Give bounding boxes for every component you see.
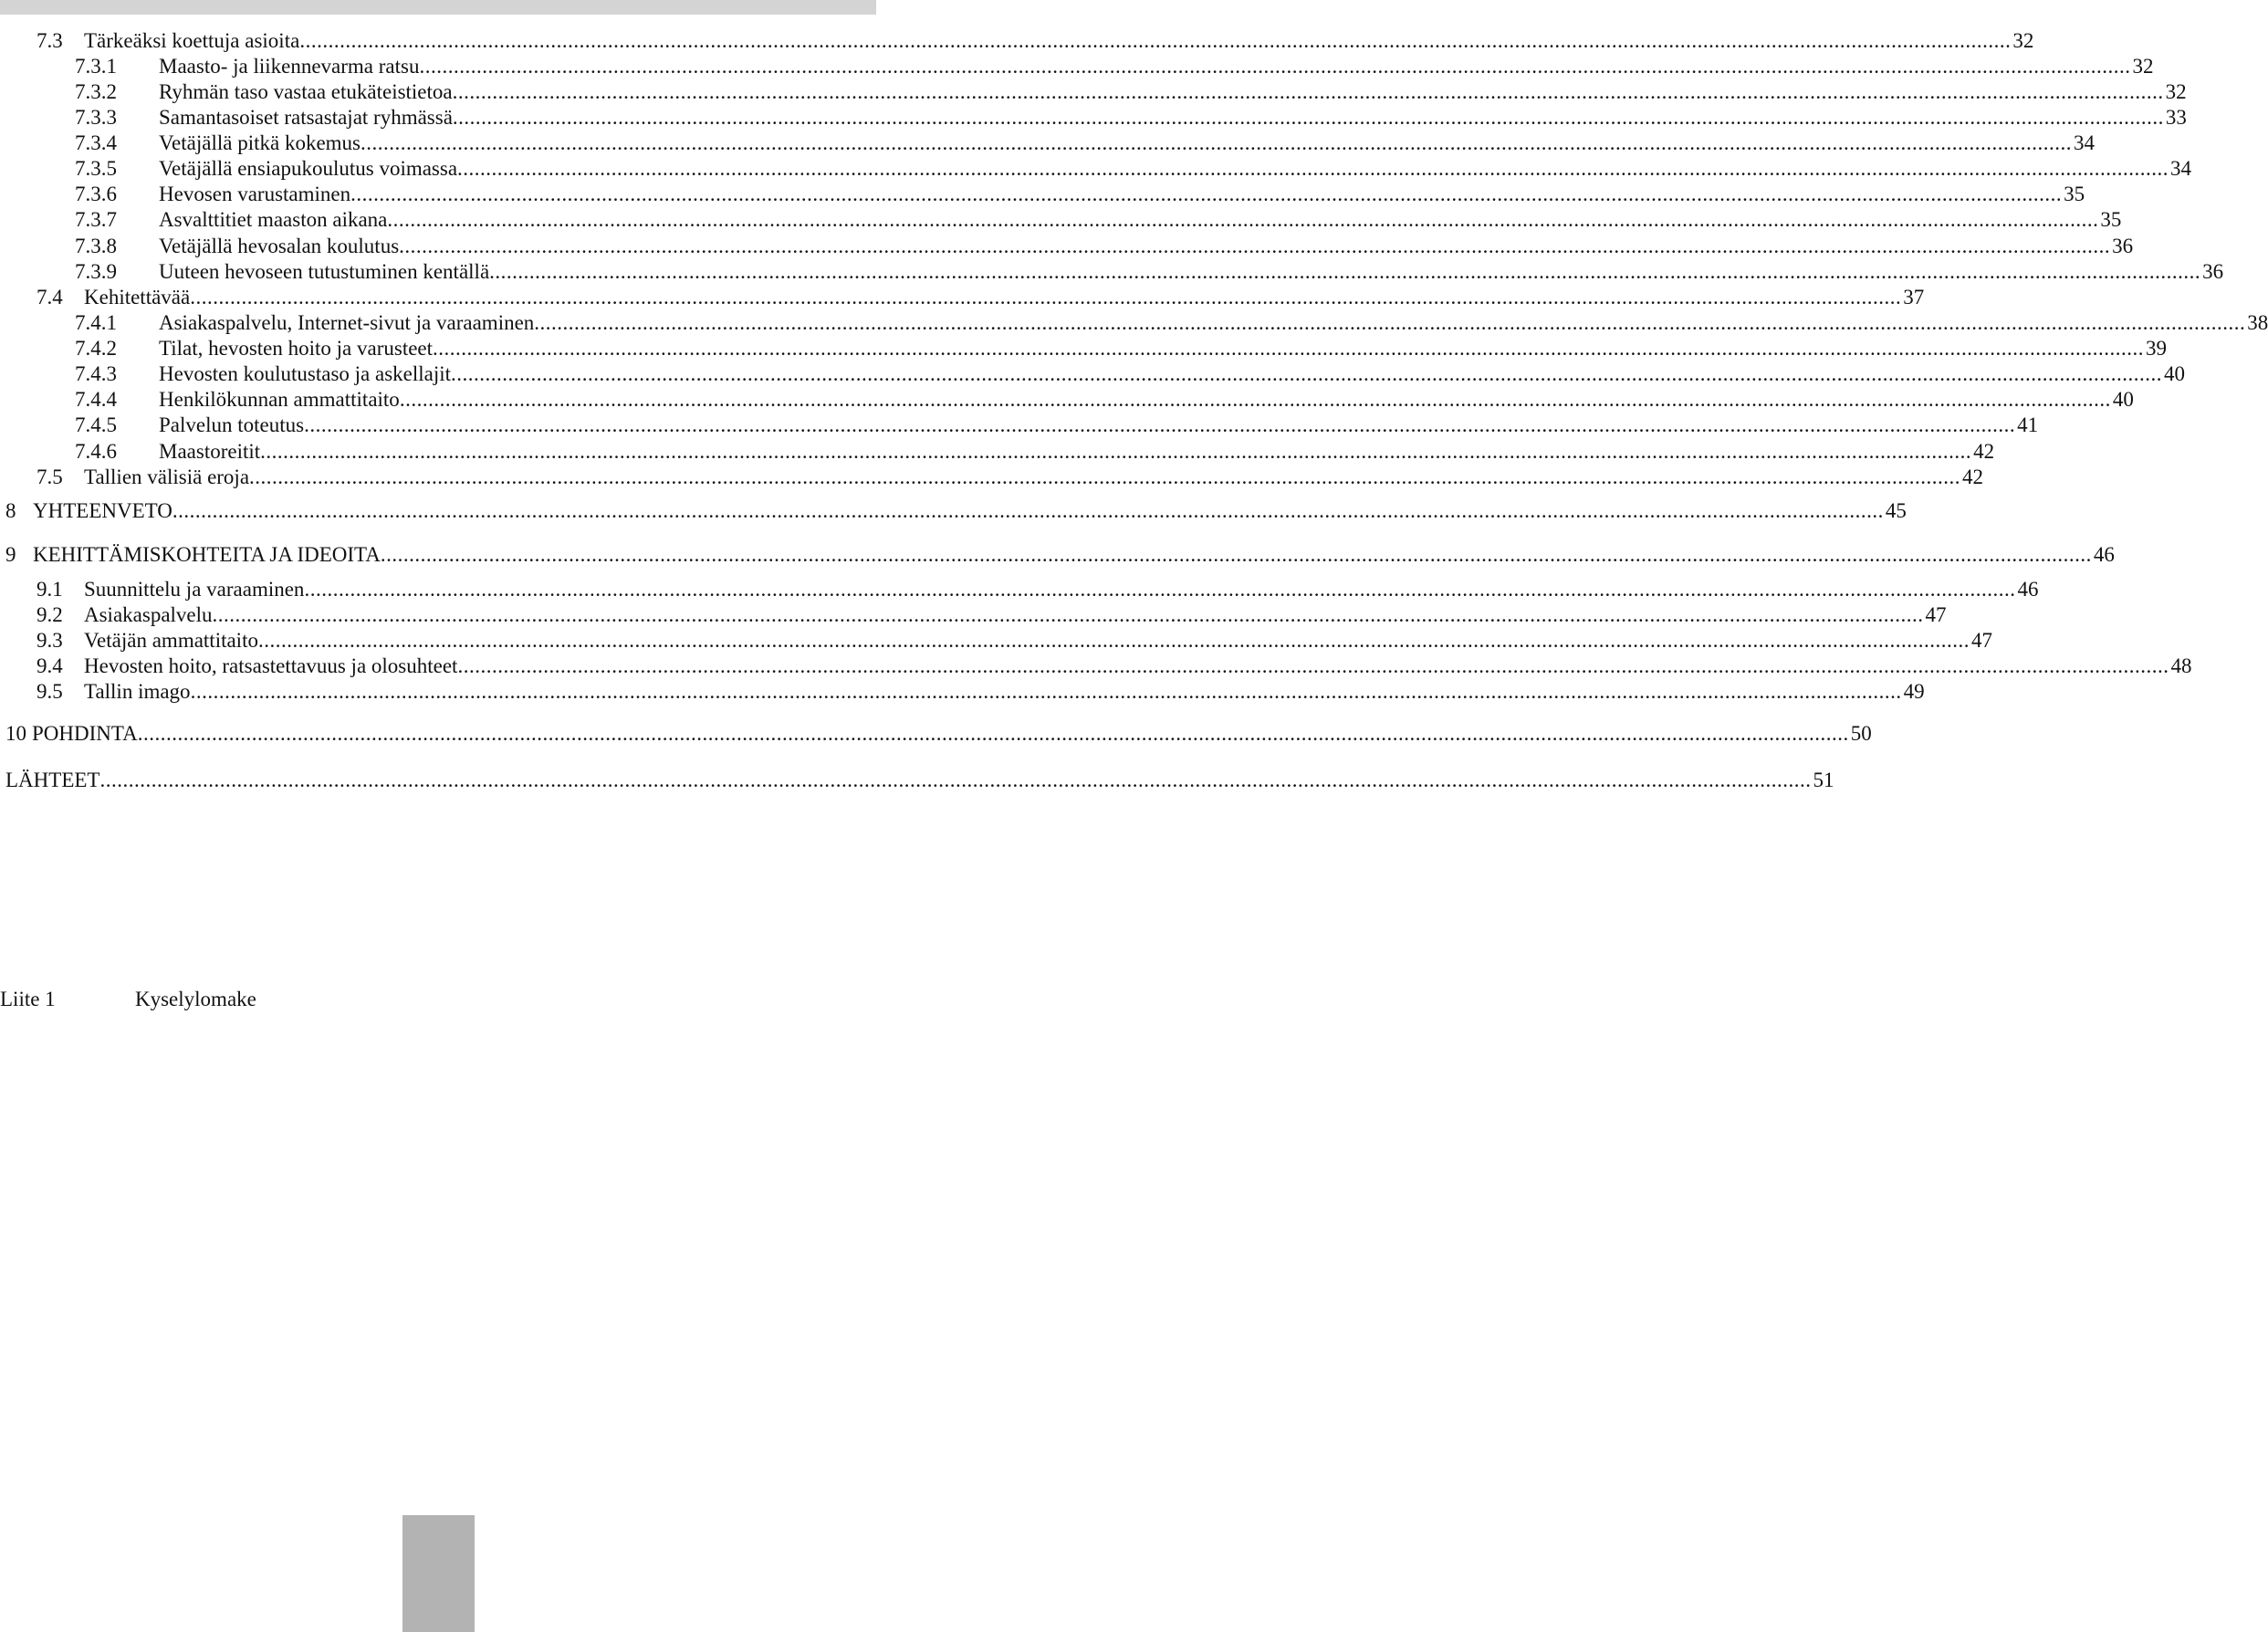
toc-entry-title: Uuteen hevoseen tutustuminen kentällä xyxy=(159,260,490,283)
appendix-title: Kyselylomake xyxy=(135,988,256,1010)
toc-dot-leader: ............................................................................................................................................................................................................................................................................................................ xyxy=(387,208,2099,231)
toc-dot-leader: ............................................................................................................................................................................................................................................................................................................ xyxy=(451,362,2163,385)
toc-dot-leader: ............................................................................................................................................................................................................................................................................................................ xyxy=(380,543,2092,566)
toc-entry-number: 7.3.5 xyxy=(75,157,117,180)
toc-entry[interactable] xyxy=(0,464,1984,491)
toc-entry-number: 9.3 xyxy=(37,629,63,652)
toc-entry[interactable] xyxy=(0,576,2039,603)
toc-entry-page: 49 xyxy=(1903,680,1925,703)
page-top-border xyxy=(0,0,876,15)
toc-entry-number: 7.5 xyxy=(37,466,63,488)
toc-dot-leader: ............................................................................................................................................................................................................................................................................................................ xyxy=(399,235,2111,257)
toc-entry-page: 46 xyxy=(2017,578,2039,601)
toc-entry-title: Hevosten hoito, ratsastettavuus ja olosuhteet xyxy=(84,654,458,677)
toc-dot-leader: ............................................................................................................................................................................................................................................................................................................ xyxy=(350,183,2063,205)
toc-entry[interactable] xyxy=(0,335,2168,362)
toc-entry-number: 7.3 xyxy=(37,29,63,52)
toc-entry-number: 10 xyxy=(5,722,26,745)
toc-entry-number: 9.4 xyxy=(37,654,63,677)
toc-entry[interactable] xyxy=(0,53,2154,80)
toc-entry-title: Vetäjällä ensiapukoulutus voimassa xyxy=(159,157,458,180)
toc-entry[interactable] xyxy=(0,767,1834,794)
toc-entry-title: Henkilökunnan ammattitaito xyxy=(159,388,400,411)
toc-dot-leader: ............................................................................................................................................................................................................................................................................................................ xyxy=(249,466,1961,488)
toc-entry-title: Maastoreitit xyxy=(159,440,261,463)
toc-entry-page: 32 xyxy=(2165,80,2187,103)
toc-entry[interactable] xyxy=(0,386,2134,413)
toc-dot-leader: ............................................................................................................................................................................................................................................................................................................ xyxy=(534,311,2246,334)
toc-entry-number: 7.4.5 xyxy=(75,413,117,436)
toc-entry-number: 8 xyxy=(5,499,16,522)
toc-entry-page: 50 xyxy=(1850,722,1872,745)
toc-entry-number: 7.3.9 xyxy=(75,260,117,283)
toc-dot-leader: ............................................................................................................................................................................................................................................................................................................ xyxy=(452,80,2164,103)
toc-entry-number: 7.4.2 xyxy=(75,337,117,360)
toc-entry-number: 7.3.3 xyxy=(75,106,117,129)
toc-entry-title: Samantasoiset ratsastajat ryhmässä xyxy=(159,106,453,129)
toc-entry[interactable] xyxy=(0,678,1925,706)
toc-entry-page: 40 xyxy=(2164,362,2186,385)
toc-entry-number: 7.4.4 xyxy=(75,388,117,411)
toc-entry-title: Tilat, hevosten hoito ja varusteet xyxy=(159,337,434,360)
toc-entry[interactable] xyxy=(0,361,2186,388)
toc-dot-leader: ............................................................................................................................................................................................................................................................................................................ xyxy=(257,629,1970,652)
toc-entry-page: 34 xyxy=(2074,131,2095,154)
toc-entry-number: 7.3.1 xyxy=(75,55,117,78)
toc-entry-page: 35 xyxy=(2100,208,2122,231)
toc-entry-title: Tallin imago xyxy=(84,680,191,703)
toc-entry-title: Hevosen varustaminen xyxy=(159,183,351,205)
toc-entry[interactable] xyxy=(0,412,2039,439)
toc-dot-leader: ............................................................................................................................................................................................................................................................................................................ xyxy=(457,654,2169,677)
toc-entry-title: Maasto- ja liikennevarma ratsu xyxy=(159,55,420,78)
toc-entry-page: 36 xyxy=(2202,260,2224,283)
toc-entry-page: 48 xyxy=(2170,654,2192,677)
toc-entry-number: 9.2 xyxy=(37,603,63,626)
toc-dot-leader: ............................................................................................................................................................................................................................................................................................................ xyxy=(361,131,2072,154)
toc-entry-page: 46 xyxy=(2093,543,2115,566)
toc-dot-leader: ............................................................................................................................................................................................................................................................................................................ xyxy=(304,413,2016,436)
toc-entry[interactable] xyxy=(0,720,1872,748)
toc-entry-number: 7.4.1 xyxy=(75,311,117,334)
toc-dot-leader: ............................................................................................................................................................................................................................................................................................................ xyxy=(212,603,1924,626)
toc-dot-leader: ............................................................................................................................................................................................................................................................................................................ xyxy=(304,578,2016,601)
toc-entry-page: 32 xyxy=(2012,29,2034,52)
toc-entry-title: Asiakaspalvelu, Internet-sivut ja varaaminen xyxy=(159,311,535,334)
toc-dot-leader: ............................................................................................................................................................................................................................................................................................................ xyxy=(419,55,2131,78)
toc-entry-title: Hevosten koulutustaso ja askellajit xyxy=(159,362,452,385)
toc-entry-title: POHDINTA xyxy=(32,722,138,745)
toc-entry[interactable] xyxy=(0,181,2085,208)
toc-entry[interactable] xyxy=(0,130,2095,157)
toc-entry-page: 35 xyxy=(2064,183,2085,205)
toc-entry-title: Tärkeäksi koettuja asioita xyxy=(84,29,300,52)
toc-entry-title: Ryhmän taso vastaa etukäteistietoa xyxy=(159,80,453,103)
toc-entry-number: 9.1 xyxy=(37,578,63,601)
toc-entry[interactable] xyxy=(0,206,2122,234)
toc-entry[interactable] xyxy=(0,627,1992,654)
toc-entry-page: 47 xyxy=(1925,603,1947,626)
toc-dot-leader: ............................................................................................................................................................................................................................................................................................................ xyxy=(433,337,2145,360)
toc-entry-page: 47 xyxy=(1970,629,1992,652)
toc-entry-title: LÄHTEET xyxy=(5,769,100,791)
toc-entry-number: 7.3.4 xyxy=(75,131,117,154)
toc-entry-page: 33 xyxy=(2165,106,2187,129)
toc-entry-title: Kehitettävää xyxy=(84,286,191,309)
toc-dot-leader: ............................................................................................................................................................................................................................................................................................................ xyxy=(99,769,1812,791)
toc-entry-page: 42 xyxy=(1973,440,1995,463)
toc-entry-number: 7.3.7 xyxy=(75,208,117,231)
toc-entry-title: Palvelun toteutus xyxy=(159,413,305,436)
toc-entry-number: 7.4 xyxy=(37,286,63,309)
toc-entry[interactable] xyxy=(0,233,2134,260)
toc-entry-title: Tallien välisiä eroja xyxy=(84,466,250,488)
toc-entry-number: 7.4.6 xyxy=(75,440,117,463)
toc-entry-page: 36 xyxy=(2112,235,2134,257)
toc-entry[interactable] xyxy=(0,541,2115,569)
appendix-label: Liite 1 xyxy=(0,988,56,1010)
toc-dot-leader: ............................................................................................................................................................................................................................................................................................................ xyxy=(260,440,1972,463)
toc-entry-number: 9 xyxy=(5,543,16,566)
toc-entry[interactable] xyxy=(0,497,1907,525)
toc-entry-page: 40 xyxy=(2112,388,2134,411)
toc-entry[interactable] xyxy=(0,602,1947,629)
toc-entry-page: 38 xyxy=(2247,311,2268,334)
toc-entry-number: 7.4.3 xyxy=(75,362,117,385)
toc-entry-number: 7.3.2 xyxy=(75,80,117,103)
toc-entry-number: 7.3.8 xyxy=(75,235,117,257)
toc-entry[interactable] xyxy=(0,258,2224,286)
toc-entry[interactable] xyxy=(0,438,1995,466)
toc-entry-page: 51 xyxy=(1813,769,1834,791)
toc-dot-leader: ............................................................................................................................................................................................................................................................................................................ xyxy=(172,499,1884,522)
toc-dot-leader: ............................................................................................................................................................................................................................................................................................................ xyxy=(457,157,2169,180)
toc-entry-number: 7.3.6 xyxy=(75,183,117,205)
toc-entry[interactable] xyxy=(0,78,2187,106)
toc-entry-title: Asiakaspalvelu xyxy=(84,603,213,626)
toc-dot-leader: ............................................................................................................................................................................................................................................................................................................ xyxy=(137,722,1849,745)
toc-entry[interactable] xyxy=(0,309,2268,337)
toc-dot-leader: ............................................................................................................................................................................................................................................................................................................ xyxy=(190,286,1902,309)
toc-entry-page: 45 xyxy=(1885,499,1907,522)
toc-entry[interactable] xyxy=(0,27,2034,55)
toc-entry-title: YHTEENVETO xyxy=(33,499,172,522)
toc-entry-title: Vetäjällä hevosalan koulutus xyxy=(159,235,400,257)
toc-entry-title: Suunnittelu ja varaaminen xyxy=(84,578,305,601)
toc-entry-title: Vetäjän ammattitaito xyxy=(84,629,258,652)
toc-entry-page: 41 xyxy=(2017,413,2039,436)
page-number-block xyxy=(402,1515,475,1632)
toc-dot-leader: ............................................................................................................................................................................................................................................................................................................ xyxy=(299,29,2012,52)
toc-entry-page: 42 xyxy=(1962,466,1984,488)
toc-dot-leader: ............................................................................................................................................................................................................................................................................................................ xyxy=(399,388,2111,411)
toc-entry[interactable] xyxy=(0,104,2187,131)
toc-entry-page: 34 xyxy=(2170,157,2192,180)
toc-dot-leader: ............................................................................................................................................................................................................................................................................................................ xyxy=(190,680,1902,703)
toc-entry-title: Vetäjällä pitkä kokemus xyxy=(159,131,361,154)
toc-entry-page: 32 xyxy=(2132,55,2154,78)
toc-entry-page: 37 xyxy=(1903,286,1925,309)
toc-entry-title: Asvalttitiet maaston aikana xyxy=(159,208,388,231)
toc-entry-number: 9.5 xyxy=(37,680,63,703)
toc-entry[interactable] xyxy=(0,653,2192,680)
toc-entry[interactable] xyxy=(0,284,1925,311)
toc-entry-title: KEHITTÄMISKOHTEITA JA IDEOITA xyxy=(33,543,381,566)
toc-dot-leader: ............................................................................................................................................................................................................................................................................................................ xyxy=(489,260,2201,283)
toc-entry-page: 39 xyxy=(2146,337,2168,360)
toc-entry[interactable] xyxy=(0,155,2192,183)
toc-dot-leader: ............................................................................................................................................................................................................................................................................................................ xyxy=(452,106,2164,129)
